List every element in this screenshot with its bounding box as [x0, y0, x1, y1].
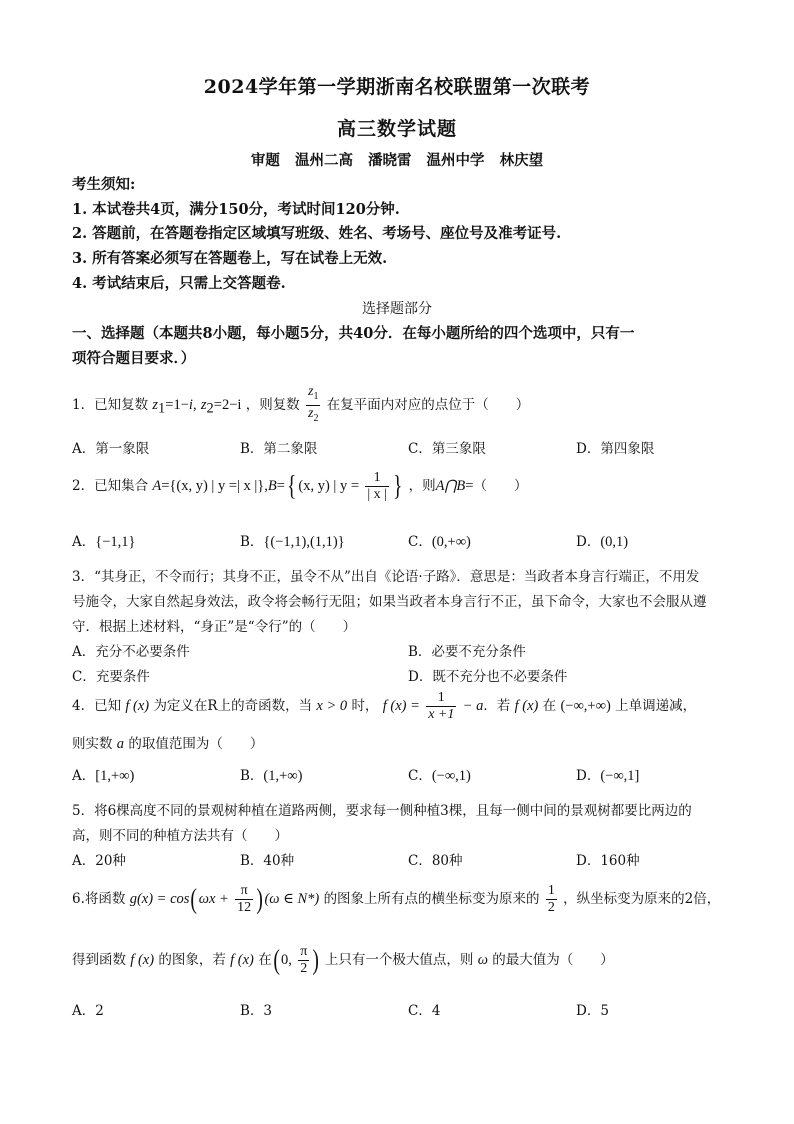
q3-option-d: D．既不充分也不必要条件 — [408, 669, 568, 685]
section-title: 选择题部分 — [362, 301, 432, 317]
q2-suffix: （ ） — [473, 478, 528, 494]
q4-fx: f (x) — [125, 698, 150, 714]
q6-text-3: 的图象，若 — [158, 952, 226, 968]
q1-frac-num-sub: 1 — [313, 390, 319, 402]
q4-prefix: 4．已知 — [72, 698, 122, 714]
q2-frac-num: 1 — [373, 470, 381, 485]
q3-option-b: B．必要不充分条件 — [408, 644, 526, 660]
q2-set-b-left: (x, y) | y = — [298, 478, 360, 494]
q6-frac3-den: 2 — [300, 961, 308, 976]
q2-set-a-name: A — [152, 478, 162, 494]
q6-lparen: ( — [190, 883, 198, 915]
question-4-line-2 — [72, 732, 263, 753]
q1-comma: , — [192, 396, 197, 413]
section-intro-line: 一、选择题（本题共8小题，每小题5分，共40分．在每小题所给的四个选项中，只有一 — [72, 325, 635, 342]
q1-fraction — [306, 384, 320, 427]
q4-fx-3: f (x) — [514, 698, 539, 714]
q6-int-open: ( — [273, 944, 280, 976]
q1-frac-num: z — [308, 384, 314, 399]
q6-condition: (ω ∈ N*) — [264, 891, 320, 907]
q3-option-a: A．充分不必要条件 — [72, 644, 190, 660]
q2-option-b-value: {(−1,1),(1,1)} — [263, 534, 345, 550]
q6-text-5: 上只有一个极大值点，则 — [324, 952, 474, 968]
q4-option-b — [240, 764, 302, 785]
notice-heading: 考生须知: — [72, 176, 136, 193]
q6-line2-prefix: 得到函数 — [72, 952, 126, 968]
q4-interval: (−∞,+∞) — [560, 698, 611, 714]
notice-item: 1. 本试卷共4页，满分150分，考试时间120分钟. — [72, 201, 400, 218]
q6-option-d: D．5 — [576, 1003, 609, 1019]
notice-item: 4. 考试结束后，只需上交答题卷. — [72, 275, 286, 292]
q4-option-d — [576, 764, 639, 785]
q1-eq2: =2−i — [213, 396, 242, 413]
q6-text-6: 的最大值为（ ） — [492, 952, 614, 968]
q6-frac3-num: π — [300, 944, 308, 959]
q6-frac1-den: 12 — [237, 900, 252, 915]
q4-text-1: 为定义在R上的奇函数，当 — [153, 698, 313, 714]
q1-option-b: B．第二象限 — [240, 441, 318, 457]
q4-option-c — [408, 764, 471, 785]
q1-i: i — [188, 396, 193, 413]
q4-var-a: a — [116, 736, 125, 752]
q2-brace-close: } — [392, 470, 403, 502]
q1-option-c: C．第三象限 — [408, 441, 486, 457]
q1-z1: z — [152, 396, 159, 413]
q6-fraction-2 — [546, 883, 557, 916]
q2-option-a-label: A． — [72, 534, 96, 550]
q6-fraction-3 — [298, 944, 309, 977]
q6-int-close: ) — [312, 944, 320, 976]
q4-option-d-value: (−∞,1] — [600, 768, 640, 784]
q2-option-d-value: (0,1) — [600, 534, 629, 550]
q6-omega-x: ωx + — [198, 891, 229, 907]
q6-text-4: 在 — [258, 952, 272, 968]
q4-option-a — [72, 764, 134, 785]
q2-option-b — [240, 530, 345, 551]
q6-option-a: A．2 — [72, 1003, 104, 1019]
q4-option-b-value: (1,+∞) — [263, 768, 303, 784]
question-3-line: 号施令，大家自然起身效法，政令将会畅行无阻；如果当政者本身言行不正，虽下命令，大家也不会服从遵 — [72, 594, 707, 610]
question-4-stem — [72, 690, 696, 723]
q1-z2: z — [200, 396, 207, 413]
q2-option-c — [408, 530, 471, 551]
q6-fx: f (x) — [130, 952, 155, 968]
q3-option-c: C．充要条件 — [72, 669, 150, 685]
q4-option-c-label: C． — [408, 768, 432, 784]
q4-fx-def: f (x) = — [382, 698, 420, 714]
q6-int-left: 0, — [281, 952, 292, 968]
q4-option-b-label: B． — [240, 768, 264, 784]
q2-brace-open: { — [286, 470, 297, 502]
q1-option-d: D．第四象限 — [576, 441, 655, 457]
q6-frac2-den: 2 — [547, 900, 555, 915]
q6-option-c: C．4 — [408, 1003, 441, 1019]
q1-frac-den-sub: 2 — [313, 412, 319, 424]
q2-set-b-name: B — [267, 478, 277, 494]
exam-subtitle: 高三数学试题 — [336, 118, 457, 140]
q6-frac1-num: π — [240, 883, 248, 898]
q1-suffix: 在复平面内对应的点位于（ ） — [326, 396, 530, 413]
question-3-line: 3．“其身正，不令而行；其身不正，虽令不从”出自《论语·子路》．意思是：当政者本身言行端正，不用发 — [72, 569, 700, 585]
q4-minus-a: − a — [462, 698, 484, 714]
q4-option-c-value: (−∞,1) — [431, 768, 471, 784]
q6-gx: g(x) = cos — [129, 891, 190, 907]
exam-title: 2024学年第一学期浙南名校联盟第一次联考 — [203, 76, 591, 98]
question-2-stem — [72, 470, 527, 503]
q4-option-a-value: [1,+∞) — [95, 768, 135, 784]
q2-prefix: 2．已知集合 — [72, 478, 149, 494]
notice-item: 3. 所有答案必须写在答题卷上，写在试卷上无效. — [72, 250, 388, 267]
q4-option-a-label: A． — [72, 768, 96, 784]
q2-option-d-label: D． — [576, 534, 601, 550]
q1-z2-sub: 2 — [206, 400, 214, 417]
q2-option-a-value: {−1,1} — [95, 534, 136, 550]
q4-condition: x > 0 — [316, 698, 348, 714]
q5-option-c: C．80种 — [408, 853, 463, 869]
q2-option-b-label: B． — [240, 534, 264, 550]
q2-option-a — [72, 530, 135, 551]
q1-option-a: A．第一象限 — [72, 441, 150, 457]
q5-option-b: B．40种 — [240, 853, 295, 869]
q4-frac-num: 1 — [437, 690, 445, 705]
q5-option-a: A．20种 — [72, 853, 126, 869]
notice-item: 2. 答题前，在答题卷指定区域填写班级、姓名、考场号、座位号及准考证号. — [72, 225, 562, 242]
q2-fraction — [365, 470, 389, 503]
q6-option-b: B．3 — [240, 1003, 273, 1019]
q2-set-b-eq: = — [276, 478, 285, 494]
q6-rparen: ) — [256, 883, 264, 915]
q1-mid: ，则复数 — [245, 396, 300, 413]
q1-eq1: =1− — [165, 396, 189, 413]
q4-line2: 则实数 — [72, 736, 113, 752]
q4-text-3: ．若 — [483, 698, 511, 714]
question-3-line: 守．根据上述材料，“身正”是“令行”的（ ） — [72, 619, 357, 635]
question-6-line-2 — [72, 944, 614, 977]
q6-prefix: 6.将函数 — [72, 891, 126, 907]
question-6-stem — [72, 883, 720, 916]
q2-option-c-value: (0,+∞) — [431, 534, 471, 550]
q2-intersection: A⋂B — [435, 478, 466, 494]
q4-text-2: 时， — [351, 698, 379, 714]
q6-text-2: ，纵坐标变为原来的2倍， — [563, 891, 721, 907]
q5-option-d: D．160种 — [576, 853, 640, 869]
q2-option-c-label: C． — [408, 534, 432, 550]
q6-text-1: 的图象上所有点的横坐标变为原来的 — [323, 891, 540, 907]
reviewers-line: 审题 温州二高 潘晓雷 温州中学 林庆望 — [250, 152, 544, 169]
q4-text-5: 上单调递减， — [615, 698, 697, 714]
question-5-line: 5．将6棵高度不同的景观树种植在道路两侧，要求每一侧种植3棵，且每一侧中间的景观树都要比两边的 — [72, 803, 692, 819]
section-intro-line: 项符合题目要求．） — [72, 350, 196, 367]
q6-fraction-1 — [235, 883, 253, 916]
q2-mid: ，则 — [408, 478, 436, 494]
q4-frac-den: x +1 — [428, 707, 455, 722]
q6-omega: ω — [477, 952, 488, 968]
q2-set-a-body: ={(x, y) | y =| x |}, — [161, 478, 268, 494]
q1-prefix: 1．已知复数 — [72, 396, 149, 413]
q4-fraction — [426, 690, 456, 723]
q4-option-d-label: D． — [576, 768, 601, 784]
q1-frac-den: z — [308, 405, 314, 421]
q1-z1-sub: 1 — [158, 400, 166, 417]
q2-frac-den: | x | — [367, 487, 387, 502]
q2-option-d — [576, 530, 628, 551]
question-1-stem — [72, 384, 529, 427]
q6-frac2-num: 1 — [547, 883, 555, 898]
q2-eq: = — [465, 478, 474, 494]
q4-line2-end: 的取值范围为（ ） — [128, 736, 264, 752]
q6-fx-2: f (x) — [230, 952, 254, 968]
question-5-line: 高，则不同的种植方法共有（ ） — [72, 828, 288, 844]
q4-text-4: 在 — [542, 698, 557, 714]
